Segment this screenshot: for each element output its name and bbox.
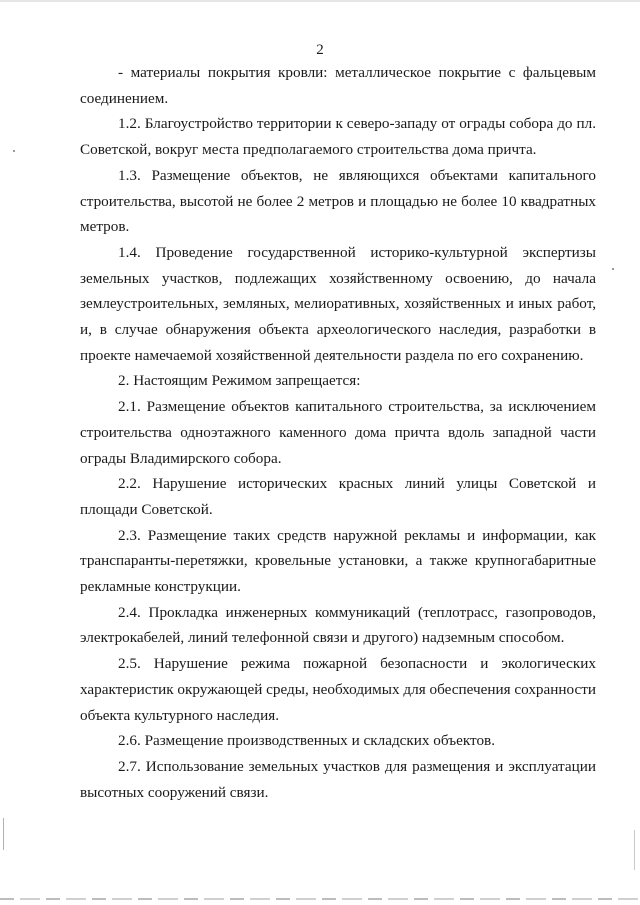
paragraph-1-2: 1.2. Благоустройство территории к северо-западу от ограды собора до пл. Советской, вокруг места предполагаемого строительства дома причта.: [80, 115, 596, 159]
scan-speck: [13, 150, 15, 152]
document-body: [80, 60, 596, 805]
paragraph-2-7: 2.7. Использование земельных участков для размещения и эксплуатации высотных сооружений связи.: [80, 757, 596, 801]
paragraph-2-heading: 2. Настоящим Режимом запрещается:: [118, 372, 361, 390]
scan-artifact-right: [634, 830, 635, 870]
scan-edge-top: [0, 0, 640, 2]
scan-edge-bottom: [0, 898, 640, 900]
scan-speck: [612, 268, 614, 270]
paragraph-2-2: 2.2. Нарушение исторических красных линий улицы Советской и площади Советской.: [80, 475, 596, 518]
scan-artifact-left: [3, 818, 4, 850]
page-number: 2: [316, 42, 324, 58]
paragraph-2-3: 2.3. Размещение таких средств наружной рекламы и информации, как транспаранты-перетяжки, кровельные установки, а также крупногабаритные рекламные конструкции.: [80, 526, 596, 596]
paragraph-2-1: 2.1. Размещение объектов капитального строительства, за исключением строительства одноэтажного каменного дома причта вдоль западной части ограды Владимирского собора.: [80, 398, 596, 467]
paragraph-2-4: 2.4. Прокладка инженерных коммуникаций (теплотрасс, газопроводов, электрокабелей, линий телефонной связи и другого) надземным способом.: [80, 603, 596, 647]
paragraph-1-3: 1.3. Размещение объектов, не являющихся объектами капитального строительства, высотой не более 2 метров и площадью не более 10 квадратных метров.: [80, 166, 596, 236]
paragraph-2-6: 2.6. Размещение производственных и складских объектов.: [118, 732, 496, 750]
paragraph-1-4: 1.4. Проведение государственной историко-культурной экспертизы земельных участков, подлежащих хозяйственному освоению, до начала землеустроительных, земляных, мелиоративных, хозяйственных и иных работ, и, в случае обнаружения объекта археологического наследия, разработки в проекте намечаемой хозяйственной деятельности раздела по его сохранению.: [80, 243, 596, 364]
paragraph-roofing-materials: - материалы покрытия кровли: металлическое покрытие с фальцевым соединением.: [80, 64, 596, 107]
paragraph-2-5: 2.5. Нарушение режима пожарной безопасности и экологических характеристик окружающей среды, необходимых для обеспечения сохранности объекта культурного наследия.: [80, 655, 596, 724]
